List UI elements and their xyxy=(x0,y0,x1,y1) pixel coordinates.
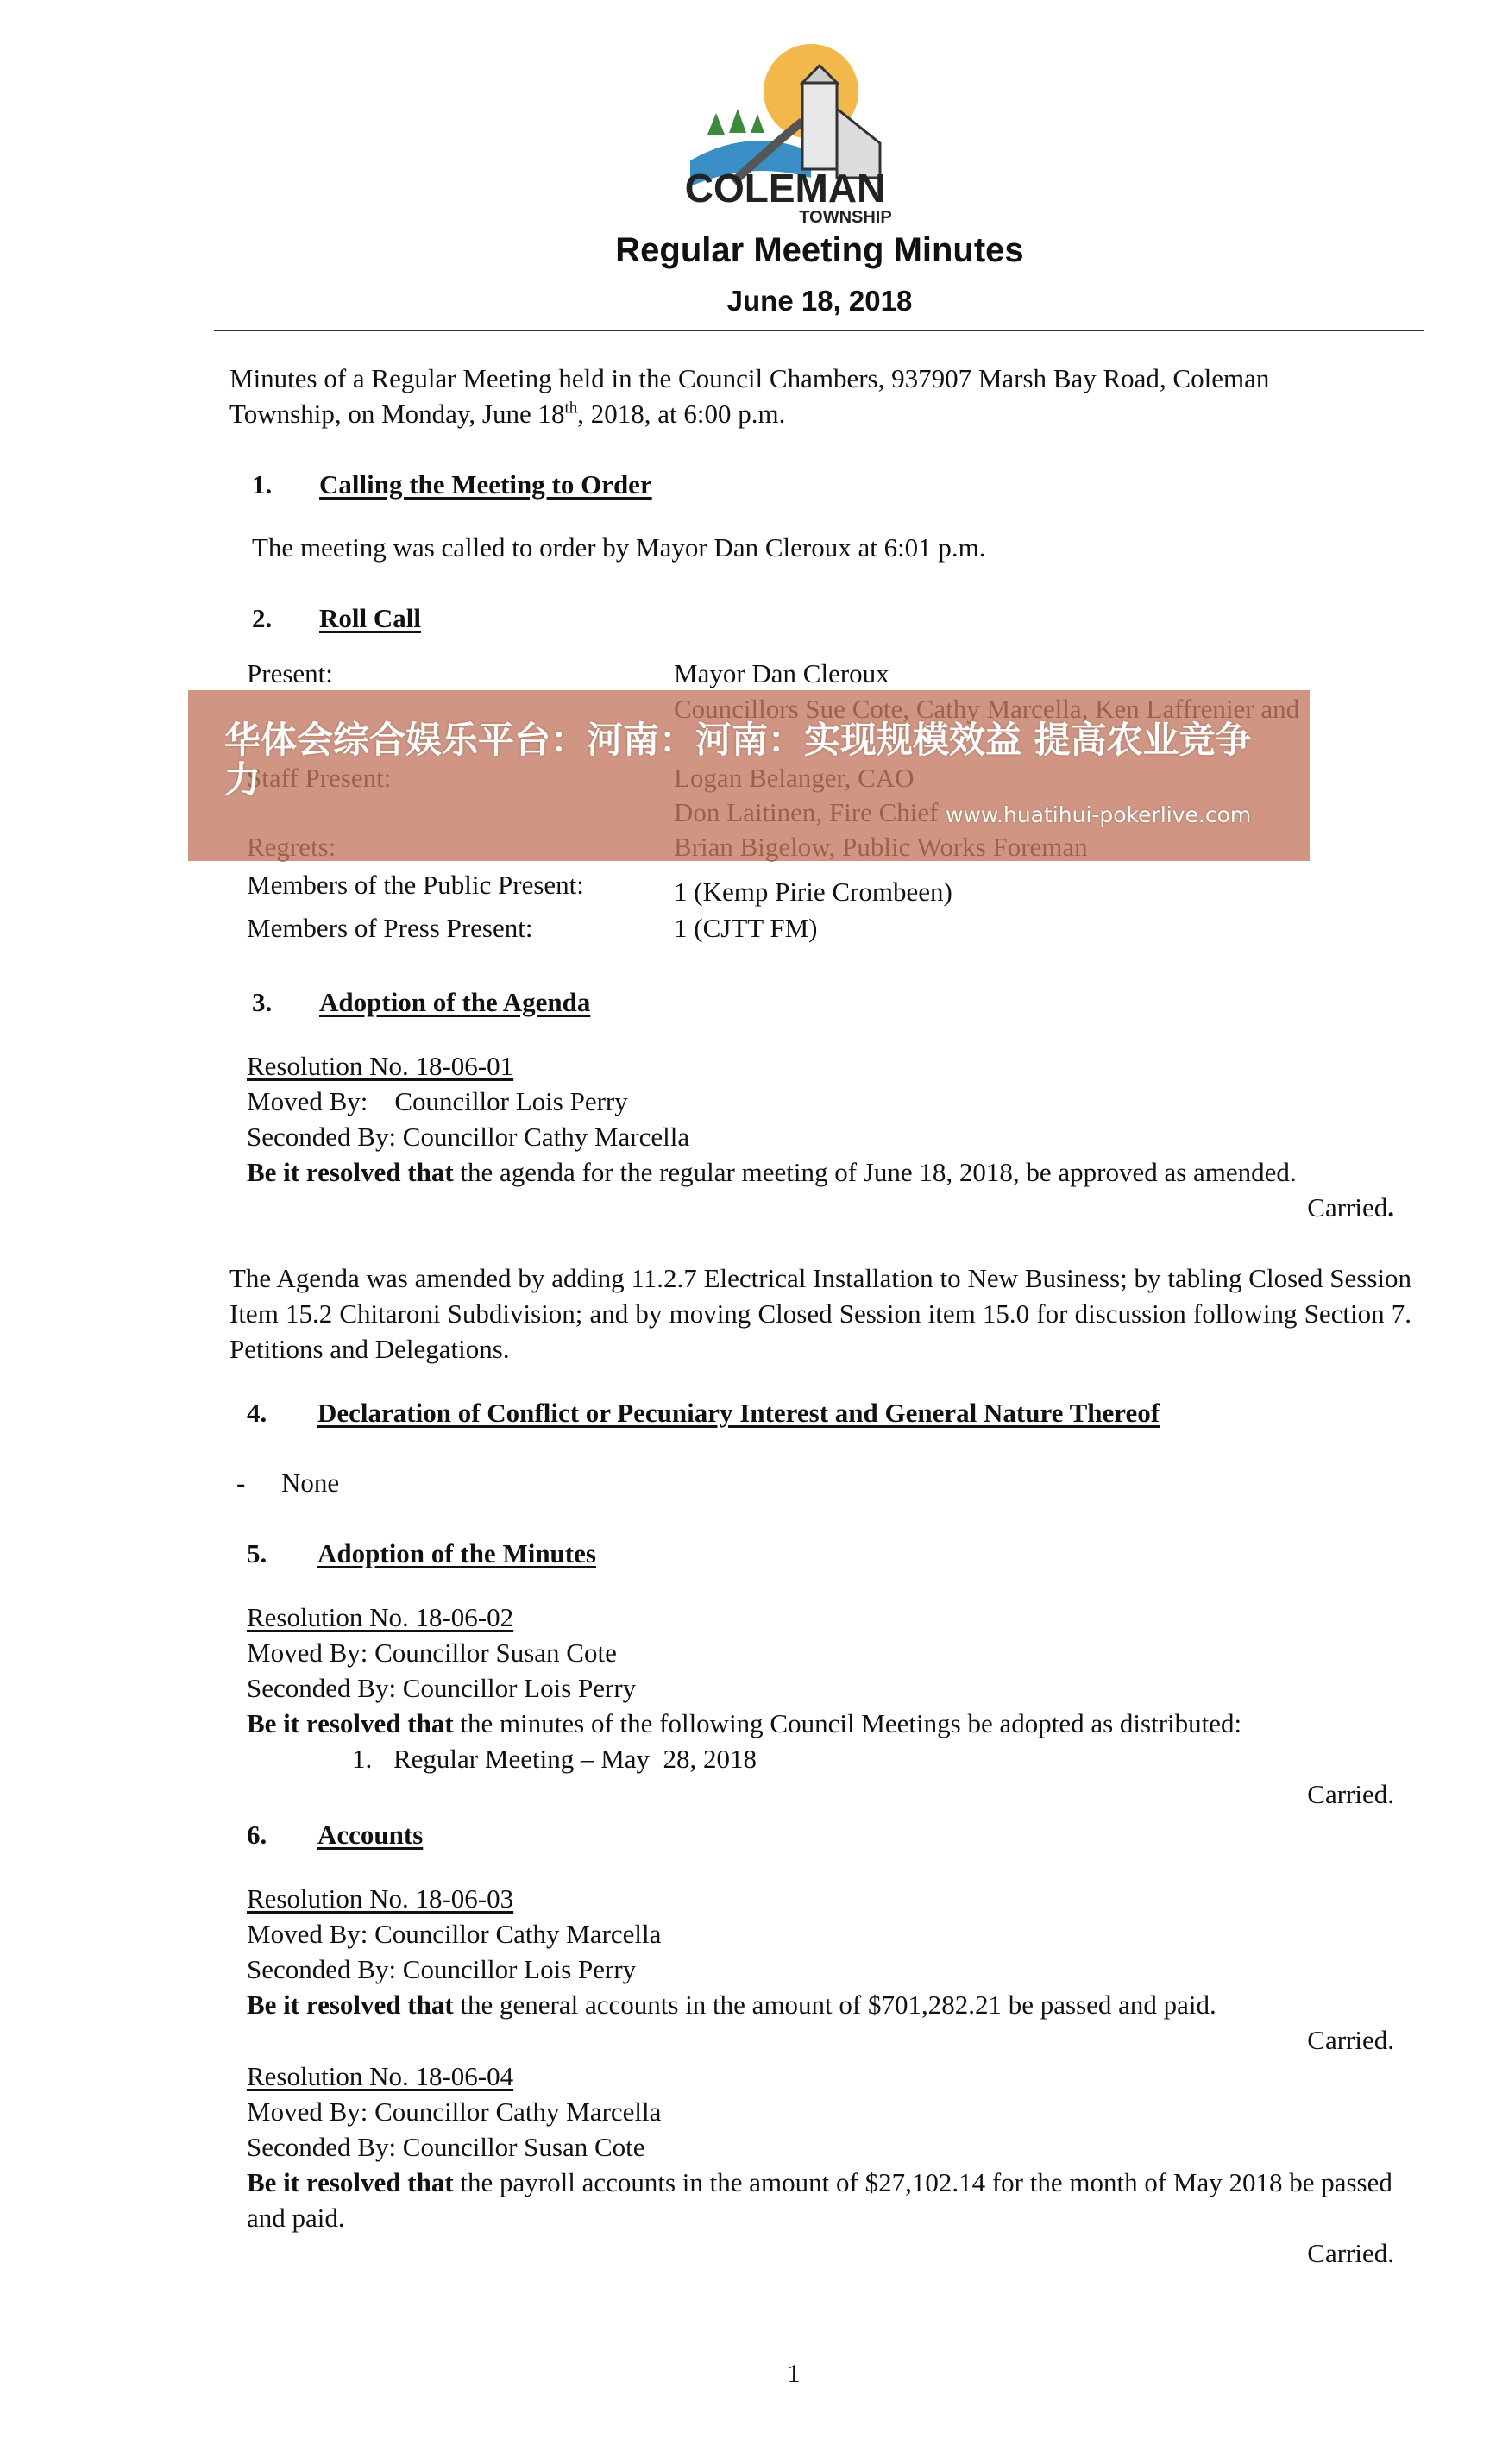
carried-label: Carried. xyxy=(1307,1192,1394,1223)
seconded-by: Seconded By: Councillor Lois Perry xyxy=(247,1673,637,1703)
resolved-text: Be it resolved that the minutes of the following Council Meetings be adopted as distributed: xyxy=(247,1708,1242,1738)
section-6-heading xyxy=(247,1817,423,1852)
resolution-number: Resolution No. 18-06-01 xyxy=(247,1051,514,1081)
resolved-text: Be it resolved that the payroll accounts in the amount of $27,102.14 for the month of May 2018 be passed and paid. xyxy=(247,2167,1392,2233)
roll-press-label: Members of Press Present: xyxy=(247,913,533,943)
document-date: June 18, 2018 xyxy=(726,285,913,317)
section-number: 5. xyxy=(247,1538,267,1568)
section-1-text: The meeting was called to order by Mayor Dan Cleroux at 6:01 p.m. xyxy=(252,532,986,563)
section-title: Roll Call xyxy=(319,603,421,633)
section-4-heading xyxy=(247,1395,1160,1430)
watermark-url: www.huatihui-pokerlive.com xyxy=(946,802,1252,827)
document-title: Regular Meeting Minutes xyxy=(615,231,1024,269)
section-1-heading xyxy=(252,467,652,502)
section-title: Accounts xyxy=(317,1820,424,1850)
section-title: Calling the Meeting to Order xyxy=(319,469,652,500)
resolved-text: Be it resolved that the agenda for the regular meeting of June 18, 2018, be approved as amended. xyxy=(247,1157,1297,1187)
carried-label: Carried. xyxy=(1307,2238,1394,2268)
moved-by: Moved By: Councillor Cathy Marcella xyxy=(247,1919,662,1949)
resolution-18-06-03 xyxy=(247,1881,1394,2058)
carried-label: Carried. xyxy=(1307,1779,1394,1809)
section-number: 4. xyxy=(247,1398,267,1428)
section-title: Declaration of Conflict or Pecuniary Interest and General Nature Thereof xyxy=(317,1398,1160,1428)
intro-paragraph xyxy=(229,361,1403,431)
intro-line-2: Township, on Monday, June 18th, 2018, at 6:00 p.m. xyxy=(229,399,786,429)
roll-public-label: Members of the Public Present: xyxy=(247,870,584,900)
seconded-by: Seconded By: Councillor Lois Perry xyxy=(247,1954,637,1984)
header-divider xyxy=(214,330,1424,331)
resolution-18-06-02 xyxy=(247,1600,1394,1812)
moved-by: Moved By: Councillor Susan Cote xyxy=(247,1637,617,1668)
page-number: 1 xyxy=(787,2358,801,2388)
minutes-list-item: 1. Regular Meeting – May 28, 2018 xyxy=(352,1744,757,1774)
section-number: 3. xyxy=(252,987,273,1017)
section-number: 1. xyxy=(252,469,273,500)
roll-press-value: 1 (CJTT FM) xyxy=(674,913,818,943)
resolution-18-06-01 xyxy=(247,1048,1394,1225)
seconded-by: Seconded By: Councillor Cathy Marcella xyxy=(247,1122,690,1152)
resolution-number: Resolution No. 18-06-02 xyxy=(247,1602,514,1632)
section-3-heading xyxy=(252,984,590,1020)
resolution-number: Resolution No. 18-06-04 xyxy=(247,2061,514,2091)
section-title: Adoption of the Agenda xyxy=(319,987,591,1017)
resolution-number: Resolution No. 18-06-03 xyxy=(247,1883,514,1914)
logo-wordmark: COLEMAN xyxy=(684,166,886,211)
moved-by: Moved By: Councillor Cathy Marcella xyxy=(247,2096,662,2127)
watermark-text: 华体会综合娱乐平台：河南：河南：实现规模效益 提高农业竞争力 xyxy=(224,719,1252,801)
moved-by: Moved By: Councillor Lois Perry xyxy=(247,1086,628,1116)
resolution-18-06-04 xyxy=(247,2059,1394,2271)
roll-present-label: Present: xyxy=(247,658,333,688)
logo-subtext: TOWNSHIP xyxy=(799,208,892,227)
section-number: 2. xyxy=(252,603,273,633)
roll-present-1: Mayor Dan Cleroux xyxy=(674,658,889,688)
section-number: 6. xyxy=(247,1820,267,1850)
seconded-by: Seconded By: Councillor Susan Cote xyxy=(247,2132,645,2162)
conflict-none: None xyxy=(281,1468,340,1498)
agenda-amendment-note: The Agenda was amended by adding 11.2.7 Electrical Installation to New Business; by tabling Closed Session Item 15.2 Chitaroni Subdivision; and by moving Closed Session item 15.0 for discussion following Section 7. Petitions and Delegations. xyxy=(229,1263,1411,1364)
resolved-text: Be it resolved that the general accounts in the amount of $701,282.21 be passed and paid. xyxy=(247,1989,1216,2020)
list-bullet: - xyxy=(236,1468,246,1498)
roll-public-value: 1 (Kemp Pirie Crombeen) xyxy=(674,877,952,907)
section-2-heading xyxy=(252,600,421,636)
intro-line-1: Minutes of a Regular Meeting held in the Council Chambers, 937907 Marsh Bay Road, Coleman xyxy=(229,363,1270,393)
carried-label: Carried. xyxy=(1307,2025,1394,2055)
coleman-township-logo xyxy=(682,31,906,229)
section-5-heading xyxy=(247,1536,596,1571)
section-title: Adoption of the Minutes xyxy=(317,1538,596,1568)
